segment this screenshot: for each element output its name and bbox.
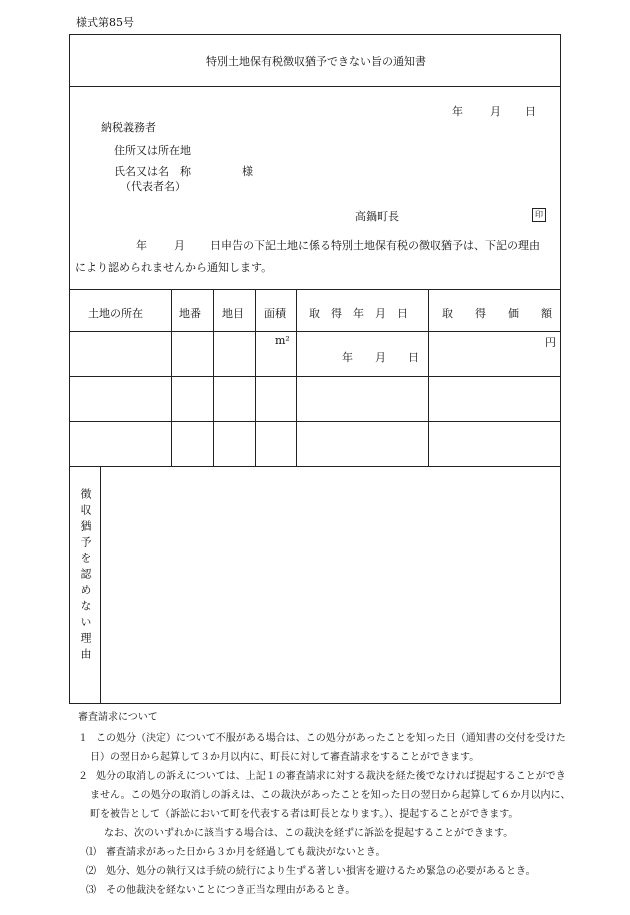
honorific: 様 bbox=[242, 165, 253, 178]
sub-1-text: 審査請求があった日から３か月を経過しても裁決がないとき。 bbox=[106, 847, 386, 858]
form-number: 様式第85号 bbox=[76, 16, 134, 29]
sub-1-number: ⑴ bbox=[86, 847, 96, 858]
date-month: 月 bbox=[490, 105, 501, 118]
issuer-title: 高鍋町長 bbox=[355, 210, 399, 223]
note-1-line-1: この処分（決定）について不服がある場合は、この処分があったことを知った日（通知書の交付を受けた bbox=[96, 733, 566, 744]
notes-heading: 審査請求について bbox=[78, 712, 158, 723]
divider-header bbox=[70, 331, 560, 332]
col-line-4 bbox=[296, 289, 297, 466]
taxpayer-label: 納税義務者 bbox=[101, 121, 156, 134]
document-title: 特別土地保有税徴収猶予できない旨の通知書 bbox=[206, 55, 426, 68]
col-line-3 bbox=[255, 289, 256, 466]
header-location: 土地の所在 bbox=[88, 307, 143, 320]
col-line-1 bbox=[171, 289, 172, 466]
date-year: 年 bbox=[452, 105, 463, 118]
price-unit: 円 bbox=[545, 336, 556, 349]
col-line-2 bbox=[213, 289, 214, 466]
note-1-number: １ bbox=[78, 733, 88, 744]
header-category: 地目 bbox=[222, 307, 244, 320]
sub-3-number: ⑶ bbox=[86, 885, 96, 896]
header-acquisition-date: 取 得 年 月 日 bbox=[309, 307, 408, 320]
col-line-5 bbox=[428, 289, 429, 466]
divider-title bbox=[70, 86, 560, 87]
header-acquisition-price: 取 得 価 額 bbox=[442, 307, 552, 320]
header-area: 面積 bbox=[264, 307, 286, 320]
name-label: 氏名又は名 称 bbox=[114, 165, 191, 178]
divider-row2 bbox=[70, 421, 560, 422]
seal-mark: 印 bbox=[532, 208, 546, 222]
area-unit: m² bbox=[275, 334, 290, 347]
reason-divider bbox=[100, 466, 101, 703]
note-2-line-3: 町を被告として（訴訟において町を代表する者は町長となります。）、提起することができます。 bbox=[90, 809, 519, 820]
divider-table-top bbox=[70, 289, 560, 290]
note-2-line-2: ません。この処分の取消しの訴えは、この裁決があったことを知った日の翌日から起算して６か月以内に、 bbox=[90, 790, 571, 801]
representative-label: （代表者名） bbox=[120, 180, 186, 193]
sub-3-text: その他裁決を経ないことにつき正当な理由があるとき。 bbox=[106, 885, 356, 896]
acquisition-date-placeholder: 年 月 日 bbox=[342, 351, 419, 364]
divider-row3 bbox=[70, 466, 560, 467]
divider-row1 bbox=[70, 376, 560, 377]
note-2-line-4: なお、次のいずれかに該当する場合は、この裁決を経ずに訴訟を提起することができます。 bbox=[104, 828, 514, 839]
date-day: 日 bbox=[525, 105, 536, 118]
body-text-line1: 日申告の下記土地に係る特別土地保有税の徴収猶予は、下記の理由 bbox=[210, 239, 540, 252]
body-text-line2: により認められませんから通知します。 bbox=[75, 261, 273, 274]
form-frame bbox=[69, 34, 561, 704]
reason-label: 徴収猶予を認めない理由 bbox=[79, 488, 92, 664]
address-label: 住所又は所在地 bbox=[114, 144, 191, 157]
note-2-line-1: 処分の取消しの訴えについては、上記１の審査請求に対する裁決を経た後でなければ提起することができ bbox=[96, 771, 566, 782]
body-year: 年 bbox=[136, 239, 147, 252]
header-lot: 地番 bbox=[179, 307, 201, 320]
note-2-number: ２ bbox=[78, 771, 88, 782]
note-1-line-2: 日）の翌日から起算して３か月以内に、町長に対して審査請求をすることができます。 bbox=[90, 752, 480, 763]
body-month: 月 bbox=[174, 239, 185, 252]
sub-2-text: 処分、処分の執行又は手続の続行により生ずる著しい損害を避けるため緊急の必要があるとき。 bbox=[106, 866, 536, 877]
sub-2-number: ⑵ bbox=[86, 866, 96, 877]
